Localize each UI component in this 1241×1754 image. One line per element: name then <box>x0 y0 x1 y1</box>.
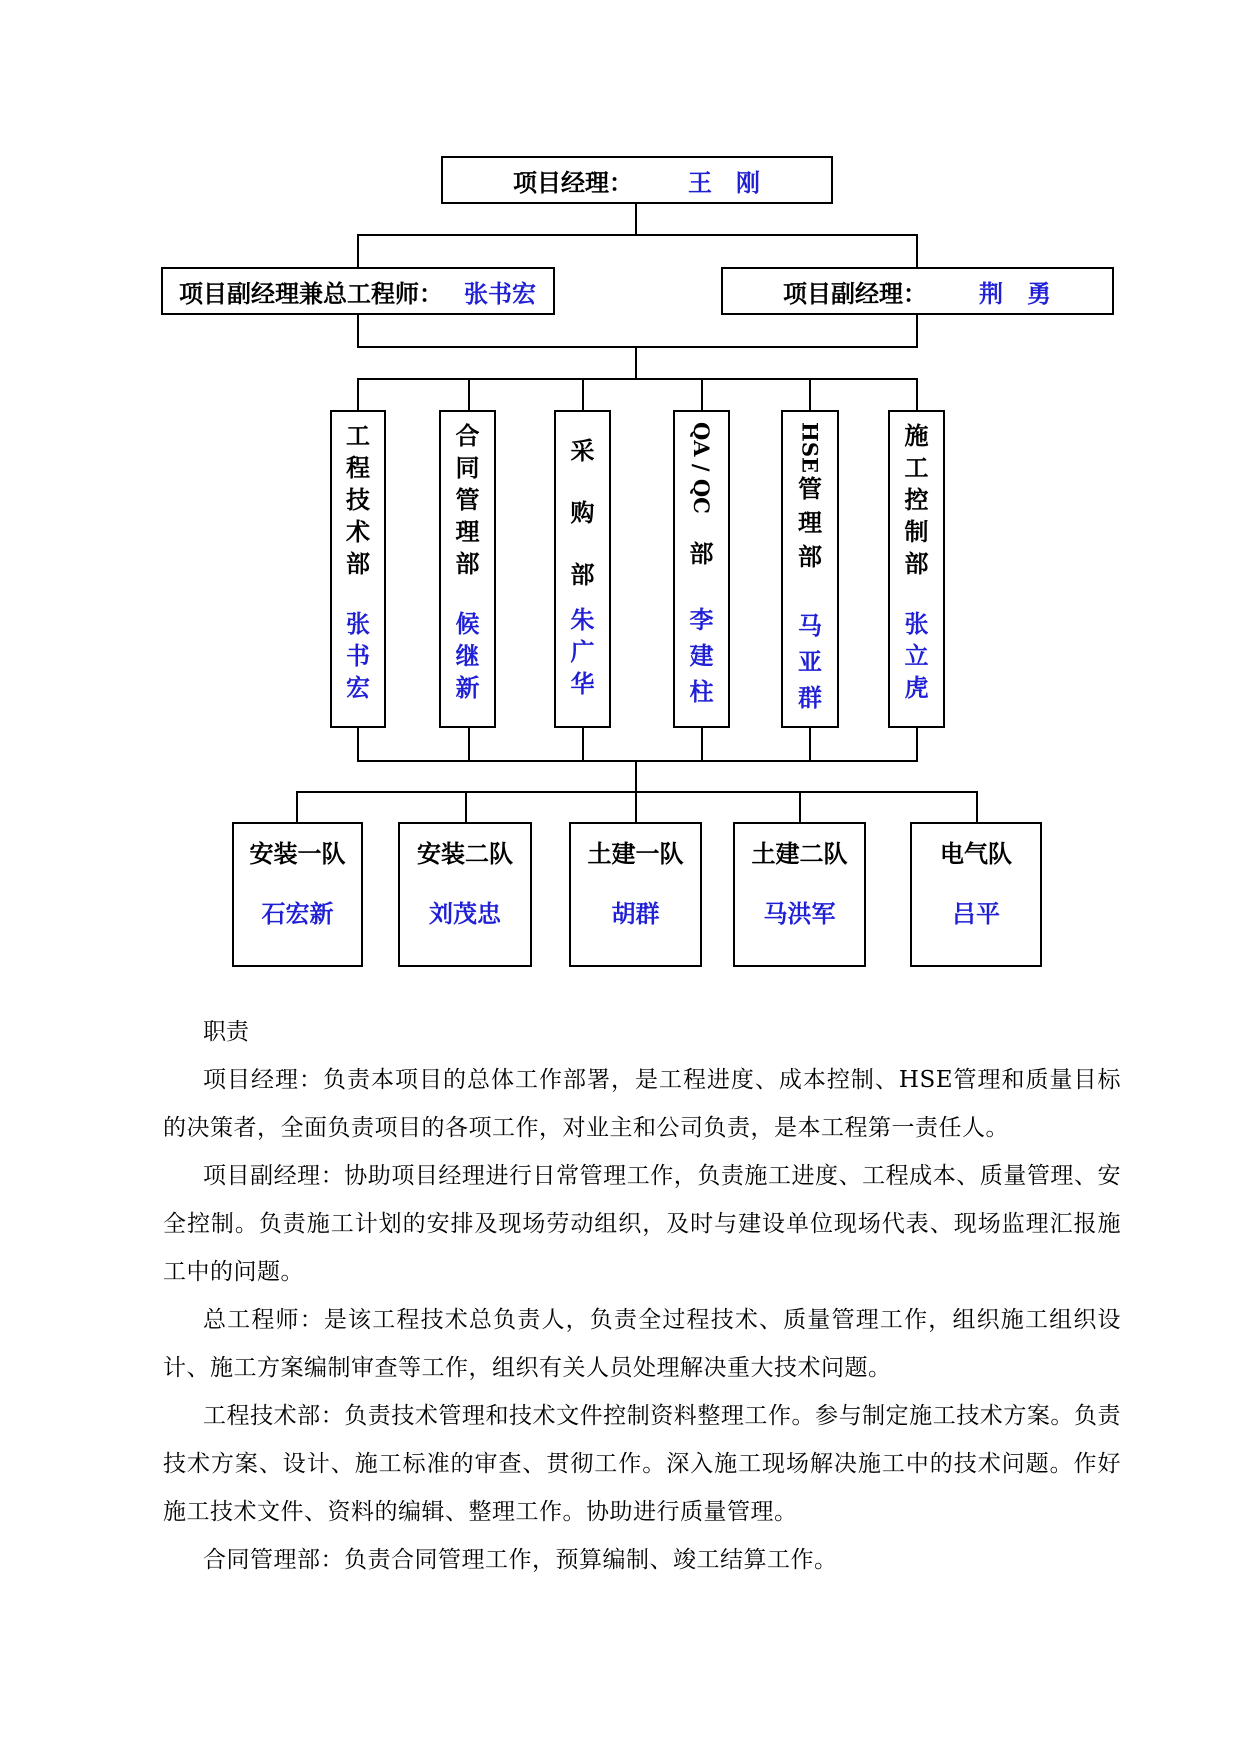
pm-title: 项目经理： <box>513 168 633 197</box>
connector <box>635 791 637 824</box>
team-box <box>910 822 1042 967</box>
connector <box>465 791 467 824</box>
connector <box>916 234 918 268</box>
connector <box>916 378 918 412</box>
duties-heading: 职责 <box>203 1019 249 1045</box>
deputy-title: 项目副经理： <box>783 279 927 308</box>
team-box <box>232 822 363 967</box>
dept-head-name: 朱 广 华 <box>570 606 595 698</box>
connector <box>635 346 637 379</box>
deputy-name: 荆 勇 <box>979 279 1051 308</box>
team-title: 土建二队 <box>751 840 848 868</box>
connector <box>635 203 637 235</box>
dept-title: 采 购 部 <box>570 437 595 589</box>
connector <box>468 378 470 412</box>
connector <box>799 791 801 824</box>
connector <box>916 727 918 761</box>
dept-head-name: 张 立 虎 <box>904 610 929 702</box>
connector <box>357 346 918 348</box>
connector <box>701 727 703 761</box>
dept-title: 管 理 部 <box>798 475 822 571</box>
connector <box>809 727 811 761</box>
connector <box>357 234 918 236</box>
deputy-manager-box <box>721 267 1114 315</box>
dept-hse-box <box>781 410 839 728</box>
dept-title: 工 程 技 术 部 <box>346 422 370 578</box>
dept-contract-box <box>439 410 496 728</box>
connector <box>582 378 584 412</box>
duty-paragraph: 总工程师：是该工程技术总负责人，负责全过程技术、质量管理工作，组织施工组织设计、施工方案编制审查等工作，组织有关人员处理解决重大技术问题。 <box>163 1307 1121 1381</box>
connector <box>635 760 637 792</box>
duty-paragraph: 项目经理：负责本项目的总体工作部署，是工程进度、成本控制、HSE管理和质量目标的决策者，全面负责项目的各项工作，对业主和公司负责，是本工程第一责任人。 <box>163 1067 1121 1141</box>
connector <box>357 760 918 762</box>
connector <box>357 378 359 412</box>
deputy-chief-engineer-box <box>161 267 555 315</box>
team-leader-name: 马洪军 <box>763 900 836 928</box>
dept-head-name: 候 继 新 <box>455 610 480 702</box>
team-leader-name: 胡群 <box>611 900 660 928</box>
dept-title: 合 同 管 理 部 <box>455 422 480 578</box>
team-leader-name: 吕平 <box>952 900 1000 928</box>
team-box <box>398 822 532 967</box>
deputy-name: 张书宏 <box>464 279 536 308</box>
duty-paragraph: 项目副经理：协助项目经理进行日常管理工作，负责施工进度、工程成本、质量管理、安全控制。负责施工计划的安排及现场劳动组织，及时与建设单位现场代表、现场监理汇报施工中的问题。 <box>163 1163 1121 1285</box>
dept-head-name: 李 建 柱 <box>689 606 714 706</box>
duties-body <box>163 1056 1121 1584</box>
connector <box>468 727 470 761</box>
team-title: 安装二队 <box>417 840 513 868</box>
connector <box>976 791 978 824</box>
connector <box>357 314 359 347</box>
dept-title: 部 <box>689 540 714 568</box>
dept-procurement-box <box>554 410 611 728</box>
deputy-title: 项目副经理兼总工程师： <box>179 279 443 308</box>
pm-name: 王 刚 <box>688 168 760 197</box>
team-box <box>733 822 866 967</box>
team-title: 土建一队 <box>587 840 684 868</box>
connector <box>357 234 359 268</box>
connector <box>357 727 359 761</box>
team-title: 安装一队 <box>249 840 346 868</box>
connector <box>582 727 584 761</box>
team-leader-name: 石宏新 <box>261 900 334 928</box>
team-leader-name: 刘茂忠 <box>429 900 501 928</box>
dept-engineering-box <box>330 410 386 728</box>
dept-head-name: 张 书 宏 <box>346 610 370 702</box>
dept-title-latin: QA / QC <box>689 422 714 514</box>
connector <box>296 791 978 793</box>
duty-paragraph: 合同管理部：负责合同管理工作，预算编制、竣工结算工作。 <box>203 1547 838 1573</box>
team-box <box>569 822 702 967</box>
dept-head-name: 马 亚 群 <box>798 612 822 712</box>
pm-box <box>441 156 833 204</box>
connector <box>701 378 703 412</box>
connector <box>296 791 298 824</box>
dept-title-latin: HSE <box>797 422 823 474</box>
dept-construction-control-box <box>888 410 945 728</box>
dept-qa-qc-box <box>673 410 730 728</box>
connector <box>916 314 918 347</box>
connector <box>809 378 811 412</box>
duty-paragraph: 工程技术部：负责技术管理和技术文件控制资料整理工作。参与制定施工技术方案。负责技术方案、设计、施工标准的审查、贯彻工作。深入施工现场解决施工中的技术问题。作好施工技术文件、资料的编辑、整理工作。协助进行质量管理。 <box>163 1403 1121 1525</box>
dept-title: 施 工 控 制 部 <box>904 422 929 578</box>
connector <box>357 378 918 380</box>
team-title: 电气队 <box>940 840 1012 868</box>
